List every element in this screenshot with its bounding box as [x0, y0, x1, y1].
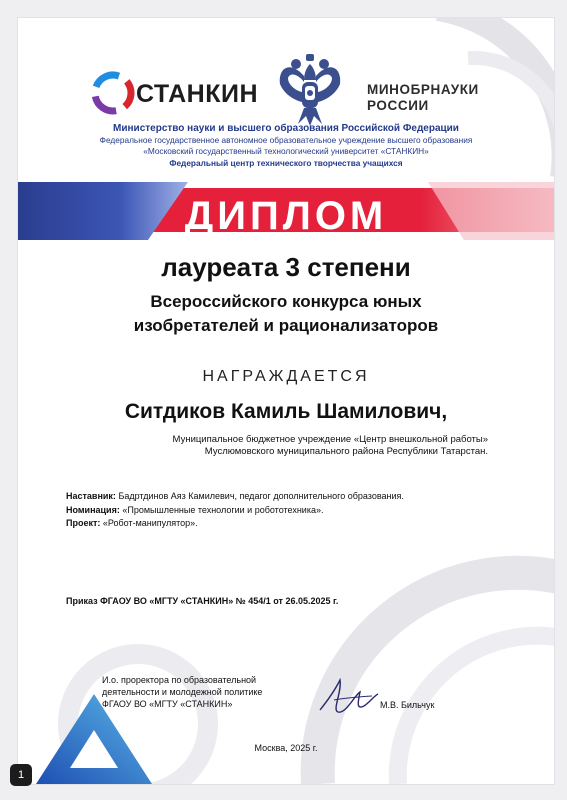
university-name: «Московский государственный технологический университет «СТАНКИН»: [143, 146, 429, 156]
issuer-header: [18, 122, 554, 169]
signatory-role: [102, 674, 262, 710]
institution-type: Федеральное государственное автономное образовательное учреждение высшего образования: [99, 135, 473, 145]
logo-row: [18, 48, 554, 128]
nomination-row: [66, 504, 404, 518]
double-headed-eagle-icon: [274, 50, 346, 130]
diploma-title: ДИПЛОМ: [184, 194, 388, 238]
handwritten-signature: [314, 670, 384, 720]
recipient-institution: [88, 434, 488, 458]
signatory-name: М.В. Бильчук: [380, 700, 435, 710]
project-label: Проект:: [66, 518, 101, 528]
ministry-line-2: РОССИИ: [367, 98, 429, 113]
city-year: Москва, 2025 г.: [254, 743, 318, 753]
project-value: «Робот-манипулятор».: [102, 518, 198, 528]
laureate-degree: лауреата 3 степени: [161, 252, 411, 282]
award-details: [66, 490, 404, 531]
project-row: [66, 517, 404, 531]
contest-name: [18, 290, 554, 338]
mentor-label: Наставник:: [66, 491, 116, 501]
institution-line-1: Муниципальное бюджетное учреждение «Центр внешкольной работы»: [172, 434, 488, 445]
page-number-badge[interactable]: 1: [10, 764, 32, 786]
awarded-label: НАГРАЖДАЕТСЯ: [202, 368, 370, 385]
ministry-name: Министерство науки и высшего образования Российской Федерации: [113, 123, 459, 134]
institution-line-2: Муслюмовского муниципального района Республики Татарстан.: [204, 446, 488, 457]
order-reference: Приказ ФГАОУ ВО «МГТУ «СТАНКИН» № 454/1 от 26.05.2025 г.: [66, 596, 339, 606]
center-name: Федеральный центр технического творчества учащихся: [169, 158, 403, 168]
ministry-logo-text: [367, 82, 479, 114]
mentor-value: Бадртдинов Аяз Камилевич, педагог дополнительного образования.: [118, 491, 404, 501]
contest-line-2: изобретателей и рационализаторов: [133, 316, 439, 335]
stankin-logo-icon: [90, 70, 136, 116]
role-line-1: И.о. проректора по образовательной: [102, 675, 257, 685]
recipient-name: Ситдиков Камиль Шамилович,: [124, 400, 448, 423]
role-line-3: ФГАОУ ВО «МГТУ «СТАНКИН»: [102, 699, 233, 709]
contest-line-1: Всероссийского конкурса юных: [150, 292, 422, 311]
diploma-document: [18, 18, 554, 784]
stankin-logo-text: СТАНКИН: [136, 80, 259, 108]
nomination-label: Номинация:: [66, 504, 120, 515]
ministry-line-1: МИНОБРНАУКИ: [367, 82, 479, 97]
nomination-value: «Промышленные технологии и робототехника».: [122, 504, 324, 515]
mentor-row: [66, 490, 404, 504]
role-line-2: деятельности и молодежной политике: [102, 687, 263, 697]
